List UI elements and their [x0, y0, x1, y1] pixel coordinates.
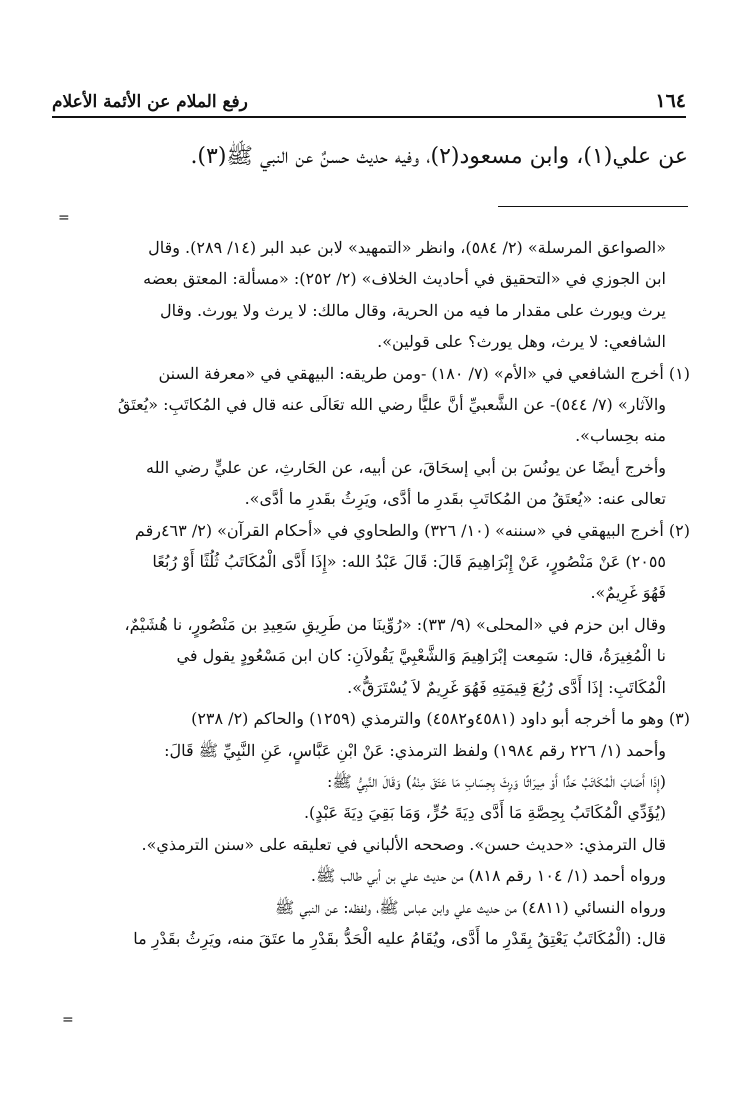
book-title: رفع الملام عن الأئمة الأعلام [52, 92, 248, 112]
main-text: عن علي(١)، وابن مسعود(٢)، وفيه حديث حسنٌ عن النبي ﷺ(٣). [190, 144, 688, 169]
footnote-line: وأخرج أيضًا عن يونُسَ بن أبي إسحَاقَ، عن أبيه، عن الحَارثِ، عن عليٍّ رضي الله [145, 457, 666, 477]
footnote-line: تعالى عنه: «يُعتَقُ من المُكاتَبِ بقَدرِ ما أدَّى، ويَرِثُ بقَدرِ ما أدَّى». [244, 489, 666, 509]
footnote-line: (إِذَا أَصَابَ الْمُكَاتَبُ حَدًّا أَوْ مِيرَاثًا وَرِثَ بِحِسَابِ مَا عَتَقَ مِنْهُ) وَقَالَ النَّبِيُّ ﷺ: [326, 771, 666, 791]
footnote-line: (١) أخرج الشافعي في «الأم» (٧/ ١٨٠) -ومن طريقه: البيهقي في «معرفة السنن [158, 363, 690, 383]
footnote-line: الشافعي: لا يرث، وهل يورث؟ على قولين». [377, 332, 666, 352]
continued-marker: = [62, 1012, 74, 1028]
footnote-line: الْمُكَاتَبِ: إذَا أَدَّى رُبُعَ قِيمَتِهِ فَهُوَ غَرِيمٌ لاَ يُسْتَرَقُّ». [347, 677, 666, 697]
footnote-line: (٣) وهو ما أخرجه أبو داود (٤٥٨١و٤٥٨٢) والترمذي (١٢٥٩) والحاكم (٢/ ٢٣٨) [191, 709, 690, 729]
footnote-line: منه بحِساب». [575, 426, 666, 446]
footnote-line: فَهُوَ غَرِيمٌ». [590, 583, 666, 603]
continuation-marker: = [58, 210, 70, 226]
footnote-line: ورواه أحمد (١/ ١٠٤ رقم ٨١٨) من حديث علي بن أبي طالب ﷺ. [310, 866, 666, 886]
footnote-line: نا الْمُغِيرَةُ، قال: سَمِعت إبْرَاهِيمَ وَالشَّعْبِيَّ يَقُولاَنِ: كان ابن مَسْعُودٍ يقول في [176, 646, 666, 666]
footnote-line: «الصواعق المرسلة» (٢/ ٥٨٤)، وانظر «التمهيد» لابن عبد البر (١٤/ ٢٨٩). وقال [148, 238, 666, 257]
footnote-separator [498, 206, 688, 207]
page-number: ١٦٤ [655, 90, 686, 112]
footnote-line: ورواه النسائي (٤٨١١) من حديث علي وابن عباس ﷺ، ولفظه: عن النبي ﷺ [275, 897, 666, 917]
footnotes [60, 232, 690, 954]
footnote-line: وقال ابن حزم في «المحلى» (٩/ ٣٣): «رُوِّينَا من طَرِيقِ سَعِيدِ بن مَنْصُورٍ، نا هُشَيْمٌ، [124, 614, 666, 634]
footnote-line: يرث ويورث على مقدار ما فيه من الحرية، وقال مالك: لا يرث ولا يورث. وقال [160, 300, 666, 320]
footnote-line: ابن الجوزي في «التحقيق في أحاديث الخلاف» (٢/ ٢٥٢): «مسألة: المعتق بعضه [143, 269, 666, 289]
footnote-line: (٢) أخرج البيهقي في «سننه» (١٠/ ٣٢٦) والطحاوي في «أحكام القرآن» (٢/ ٤٦٣رقم [134, 520, 690, 540]
footnote-line: قال: (الْمُكَاتَبُ يَعْتِقُ بِقَدْرِ ما أَدَّى، ويُقَامُ عليه الْحَدُّ بقَدْرِ ما عتَقَ منه، ويَرِثُ بقَدْرِ ما [133, 928, 666, 948]
running-header [52, 84, 686, 118]
footnote-line: قال الترمذي: «حديث حسن». وصححه الألباني في تعليقه على «سنن الترمذي». [141, 834, 666, 854]
footnote-line: ٢٠٥٥) عَنْ مَنْصُورٍ، عَنْ إِبْرَاهِيمَ قَالَ: قَالَ عَبْدُ الله: «إِذَا أَدَّى الْمُكَاتَبُ ثُلُثًا أَوْ رُبُعًا [152, 552, 666, 572]
footnote-line: وأحمد (١/ ٢٢٦ رقم ١٩٨٤) ولفظ الترمذي: عَنْ ابْنِ عَبَّاسٍ، عَنِ النَّبِيِّ ﷺ قَالَ: [164, 740, 666, 760]
footnote-line: (يُؤَدِّي الْمُكَاتَبُ بِحِصَّةِ مَا أَدَّى دِيَةَ حُرٍّ، وَمَا بَقِيَ دِيَةَ عَبْدٍ). [303, 803, 666, 823]
footnote-line: والآثار» (٧/ ٥٤٤)- عن الشَّعبيِّ أنَّ عليًّا رضي الله تعَالَى عنه قال في المُكاتَبِ: «يُعتَقُ [117, 395, 666, 415]
